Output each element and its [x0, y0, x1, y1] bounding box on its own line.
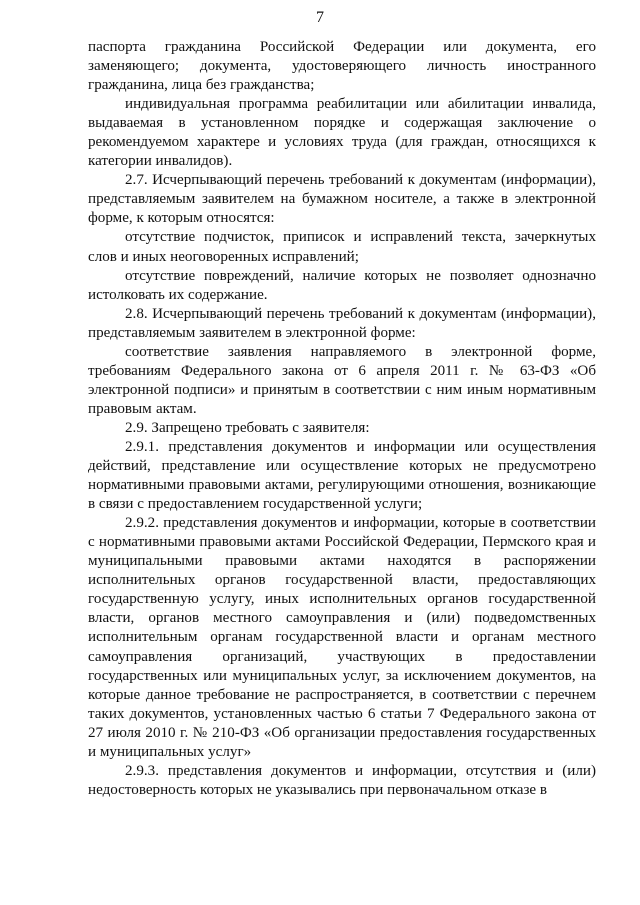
paragraph-section-2-8: 2.8. Исчерпывающий перечень требований к документам (информации), представляемым заявителем в электронной форме:: [88, 305, 596, 341]
paragraph-section-2-9: 2.9. Запрещено требовать с заявителя:: [125, 419, 370, 436]
paragraph-section-2-9-2: 2.9.2. представления документов и информации, которые в соответствии с нормативными правовыми актами Российской Федерации, Пермского края и муниципальными правовыми актами находятся в распоряжении исполнительных органов государственной власти, предоставляющих государственную услугу, иных исполнительных органов государственной власти, органов местного самоуправления и (или) подведомственных исполнительным органам государственной власти и органам местного самоуправления организаций, участвующих в предоставлении государственных или муниципальных услуг, за исключением документов, на которые данное требование не распространяется, в соответствии с перечнем таких документов, установленных частью 6 статьи 7 Федерального закона от 27 июля 2010 г. № 210-ФЗ «Об организации предоставления государственных и муниципальных услуг»: [88, 515, 596, 760]
paragraph-no-damage: отсутствие повреждений, наличие которых не позволяет однозначно истолковать их содержание.: [88, 267, 596, 303]
paragraph-passport-documents: паспорта гражданина Российской Федерации или документа, его заменяющего; документа, удостоверяющего личность иностранного гражданина, лица без гражданства;: [88, 39, 596, 94]
paragraph-no-erasures: отсутствие подчисток, приписок и исправлений текста, зачеркнутых слов и иных неоговоренных исправлений;: [88, 229, 596, 265]
page-number: 7: [316, 9, 324, 26]
document-body: [88, 38, 596, 800]
paragraph-section-2-9-1: 2.9.1. представления документов и информации или осуществления действий, представление или осуществление которых не предусмотрено нормативными правовыми актами, регулирующими отношения, возникающие в связи с предоставлением государственной услуги;: [88, 438, 596, 513]
paragraph-electronic-signature-compliance: соответствие заявления направляемого в электронной форме, требованиям Федерального закона от 6 апреля 2011 г. № 63-ФЗ «Об электронной подписи» и принятым в соответствии с ним иным нормативным правовым актам.: [88, 343, 596, 417]
paragraph-section-2-7: 2.7. Исчерпывающий перечень требований к документам (информации), представляемым заявителем на бумажном носителе, а также в электронной форме, к которым относятся:: [88, 172, 596, 227]
paragraph-rehabilitation-program: индивидуальная программа реабилитации или абилитации инвалида, выдаваемая в установленном порядке и содержащая заключение о рекомендуемом характере и условиях труда (для граждан, относящихся к категории инвалидов).: [88, 96, 596, 170]
paragraph-section-2-9-3: 2.9.3. представления документов и информации, отсутствия и (или) недостоверность которых не указывались при первоначальном отказе в: [88, 762, 596, 798]
